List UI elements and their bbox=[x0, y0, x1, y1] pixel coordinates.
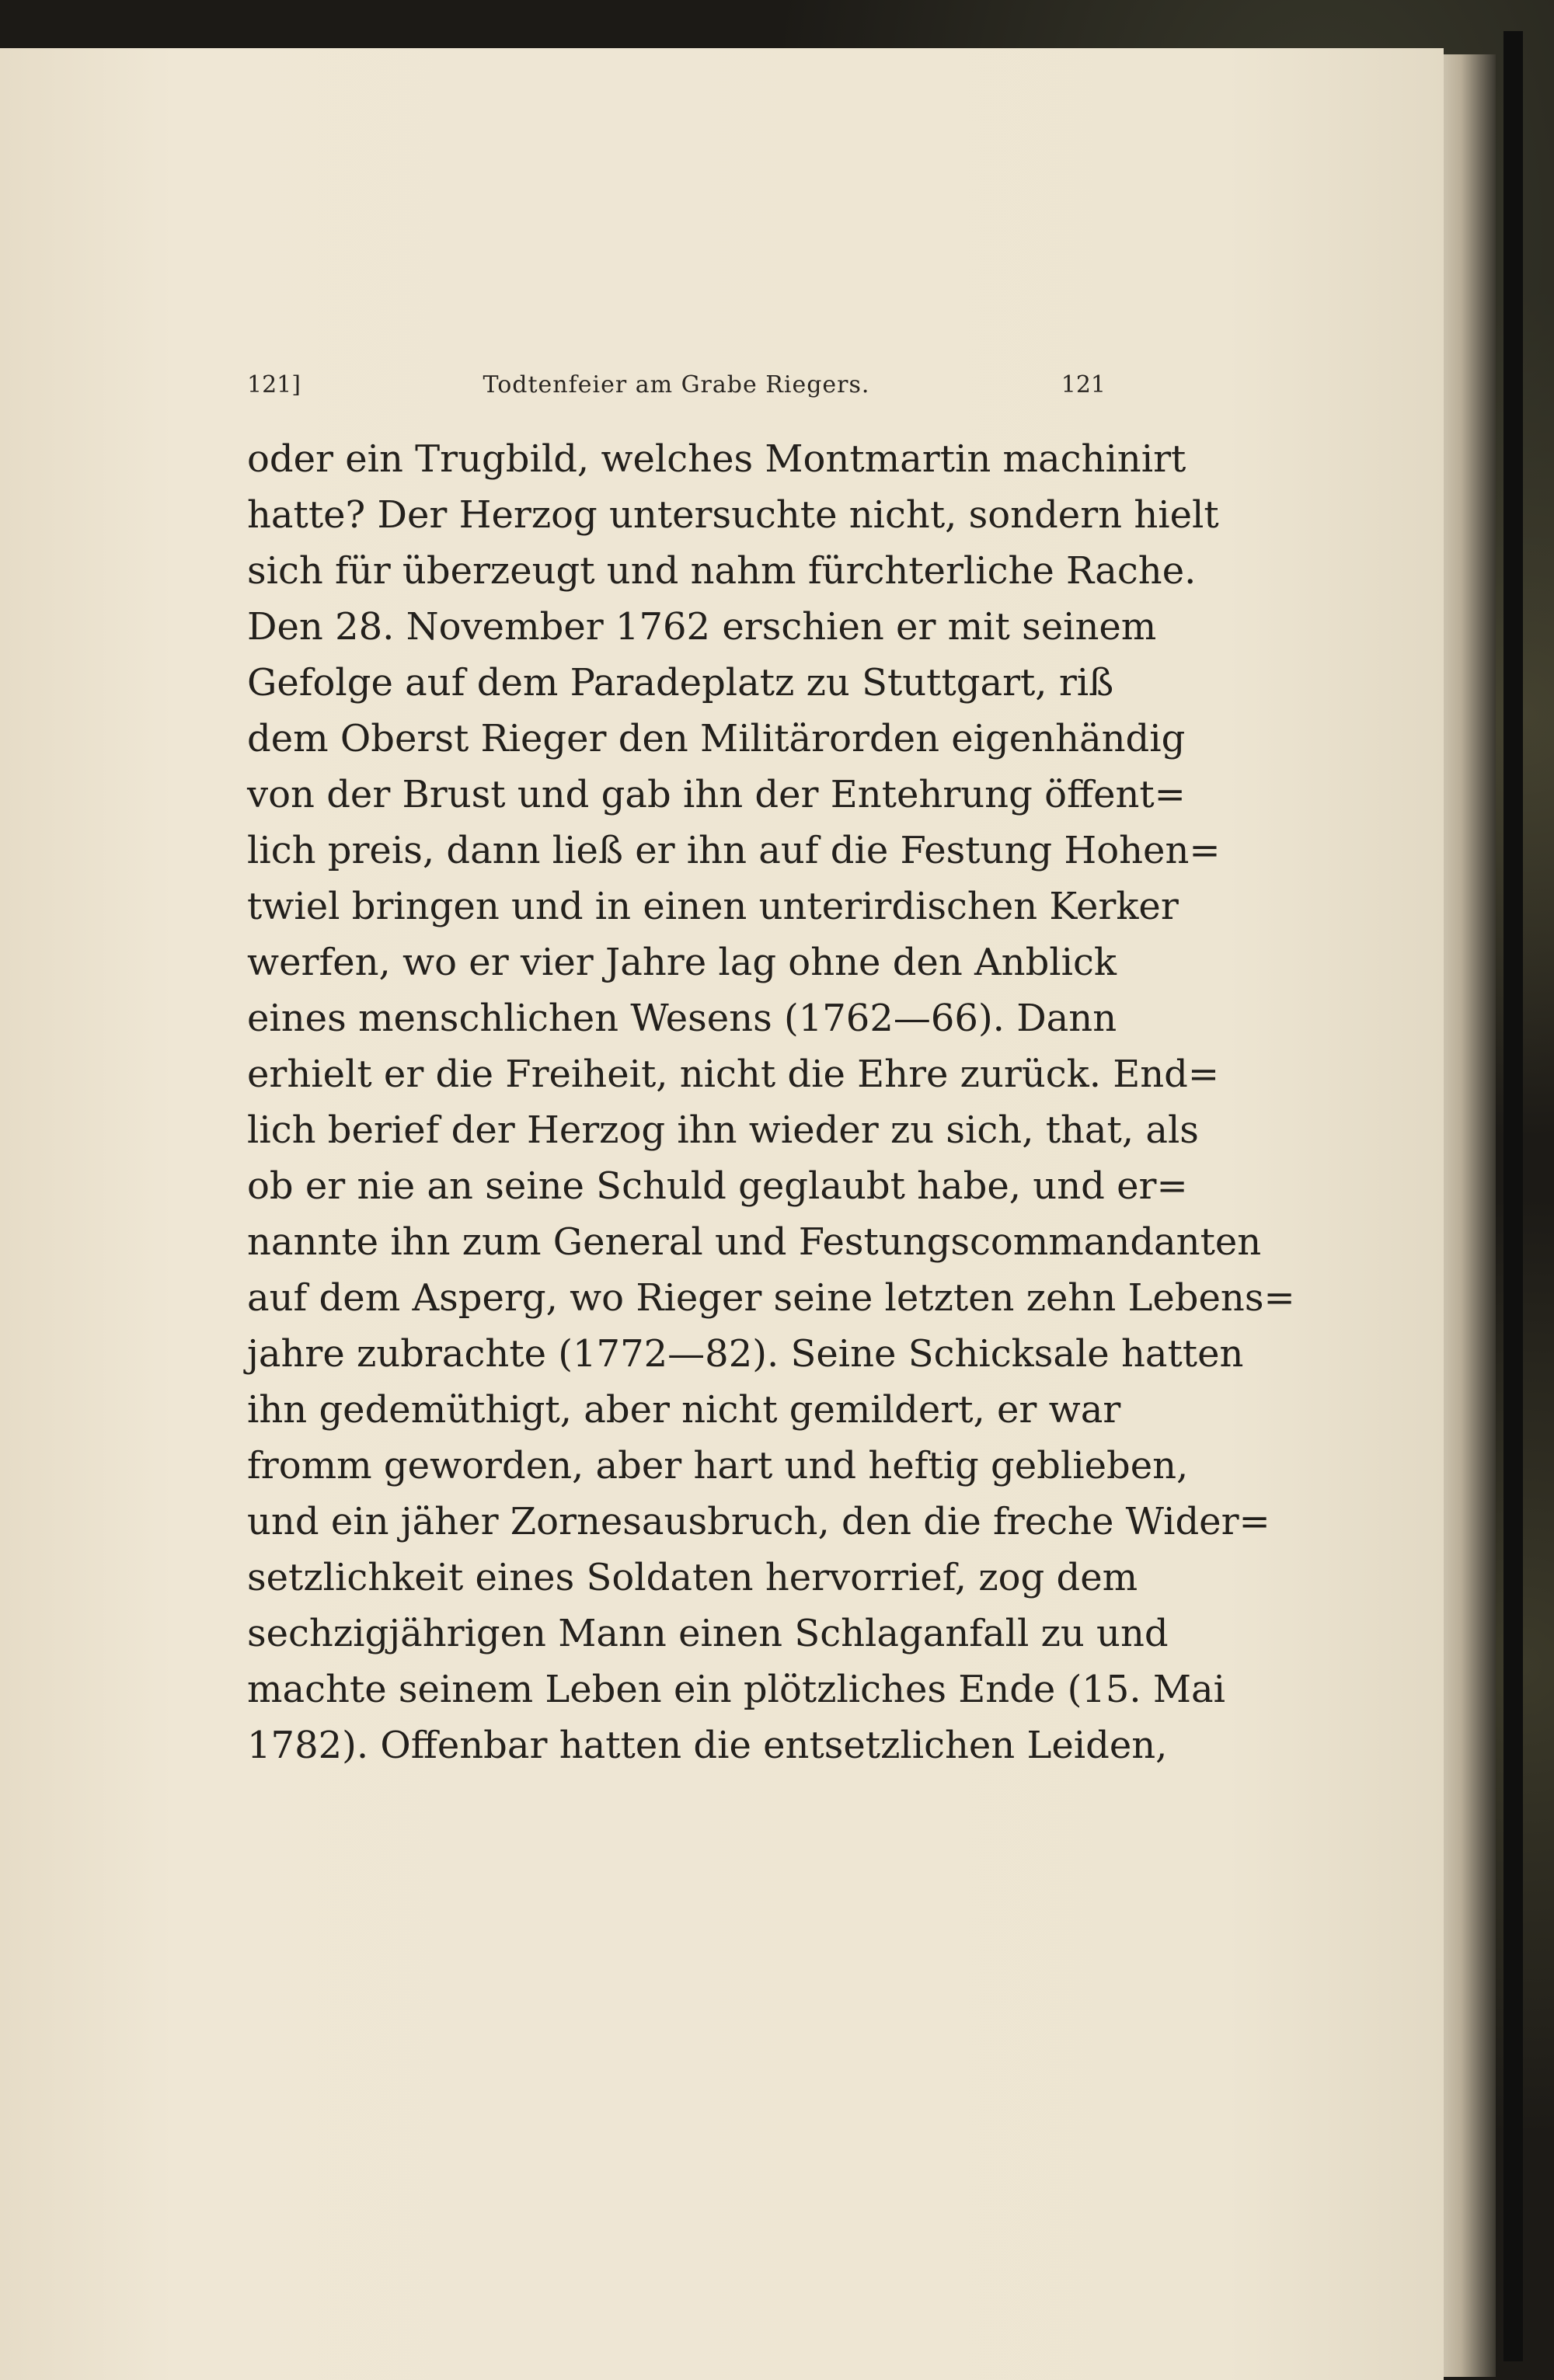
text-line: werfen, wo er vier Jahre lag ohne den Anblick bbox=[247, 941, 1117, 984]
text-line: nannte ihn zum General und Festungscommandanten bbox=[247, 1220, 1262, 1264]
text-line: 1782). Offenbar hatten die entsetzlichen Leiden, bbox=[247, 1724, 1168, 1767]
text-line: lich berief der Herzog ihn wieder zu sich, that, als bbox=[247, 1108, 1199, 1152]
text-line: setzlichkeit eines Soldaten hervorrief, zog dem bbox=[247, 1556, 1138, 1599]
text-line: auf dem Asperg, wo Rieger seine letzten zehn Lebens= bbox=[247, 1276, 1295, 1320]
header-running-title: Todtenfeier am Grabe Riegers. bbox=[483, 371, 870, 398]
text-line: fromm geworden, aber hart und heftig geblieben, bbox=[247, 1444, 1189, 1488]
text-line: jahre zubrachte (1772—82). Seine Schicksale hatten bbox=[247, 1332, 1244, 1376]
text-line: hatte? Der Herzog untersuchte nicht, sondern hielt bbox=[247, 493, 1219, 537]
book-board-edge bbox=[1503, 31, 1523, 2361]
text-line: twiel bringen und in einen unterirdischen Kerker bbox=[247, 885, 1179, 928]
text-line: ob er nie an seine Schuld geglaubt habe, und er= bbox=[247, 1164, 1188, 1208]
text-line: ihn gedemüthigt, aber nicht gemildert, er war bbox=[247, 1388, 1121, 1432]
text-line: sich für überzeugt und nahm fürchterliche Rache. bbox=[247, 549, 1197, 593]
text-line: lich preis, dann ließ er ihn auf die Festung Hohen= bbox=[247, 829, 1221, 872]
header-page-number: 121 bbox=[1061, 371, 1106, 398]
text-line: und ein jäher Zornesausbruch, den die freche Wider= bbox=[247, 1500, 1270, 1543]
header-left-number: 121] bbox=[247, 371, 301, 398]
text-line: machte seinem Leben ein plötzliches Ende (15. Mai bbox=[247, 1668, 1226, 1711]
text-line: sechzigjährigen Mann einen Schlaganfall zu und bbox=[247, 1612, 1169, 1655]
text-line: dem Oberst Rieger den Militärorden eigenhändig bbox=[247, 717, 1186, 760]
text-line: Gefolge auf dem Paradeplatz zu Stuttgart, riß bbox=[247, 661, 1114, 705]
text-line: erhielt er die Freiheit, nicht die Ehre zurück. End= bbox=[247, 1053, 1220, 1096]
text-line: Den 28. November 1762 erschien er mit seinem bbox=[247, 605, 1157, 649]
text-line: von der Brust und gab ihn der Entehrung öffent= bbox=[247, 773, 1186, 816]
page-edge-shadow bbox=[1437, 54, 1496, 2377]
text-line: oder ein Trugbild, welches Montmartin machinirt bbox=[247, 437, 1186, 481]
body-text bbox=[247, 431, 1295, 1773]
text-line: eines menschlichen Wesens (1762—66). Dann bbox=[247, 997, 1117, 1040]
running-header bbox=[247, 371, 1106, 402]
